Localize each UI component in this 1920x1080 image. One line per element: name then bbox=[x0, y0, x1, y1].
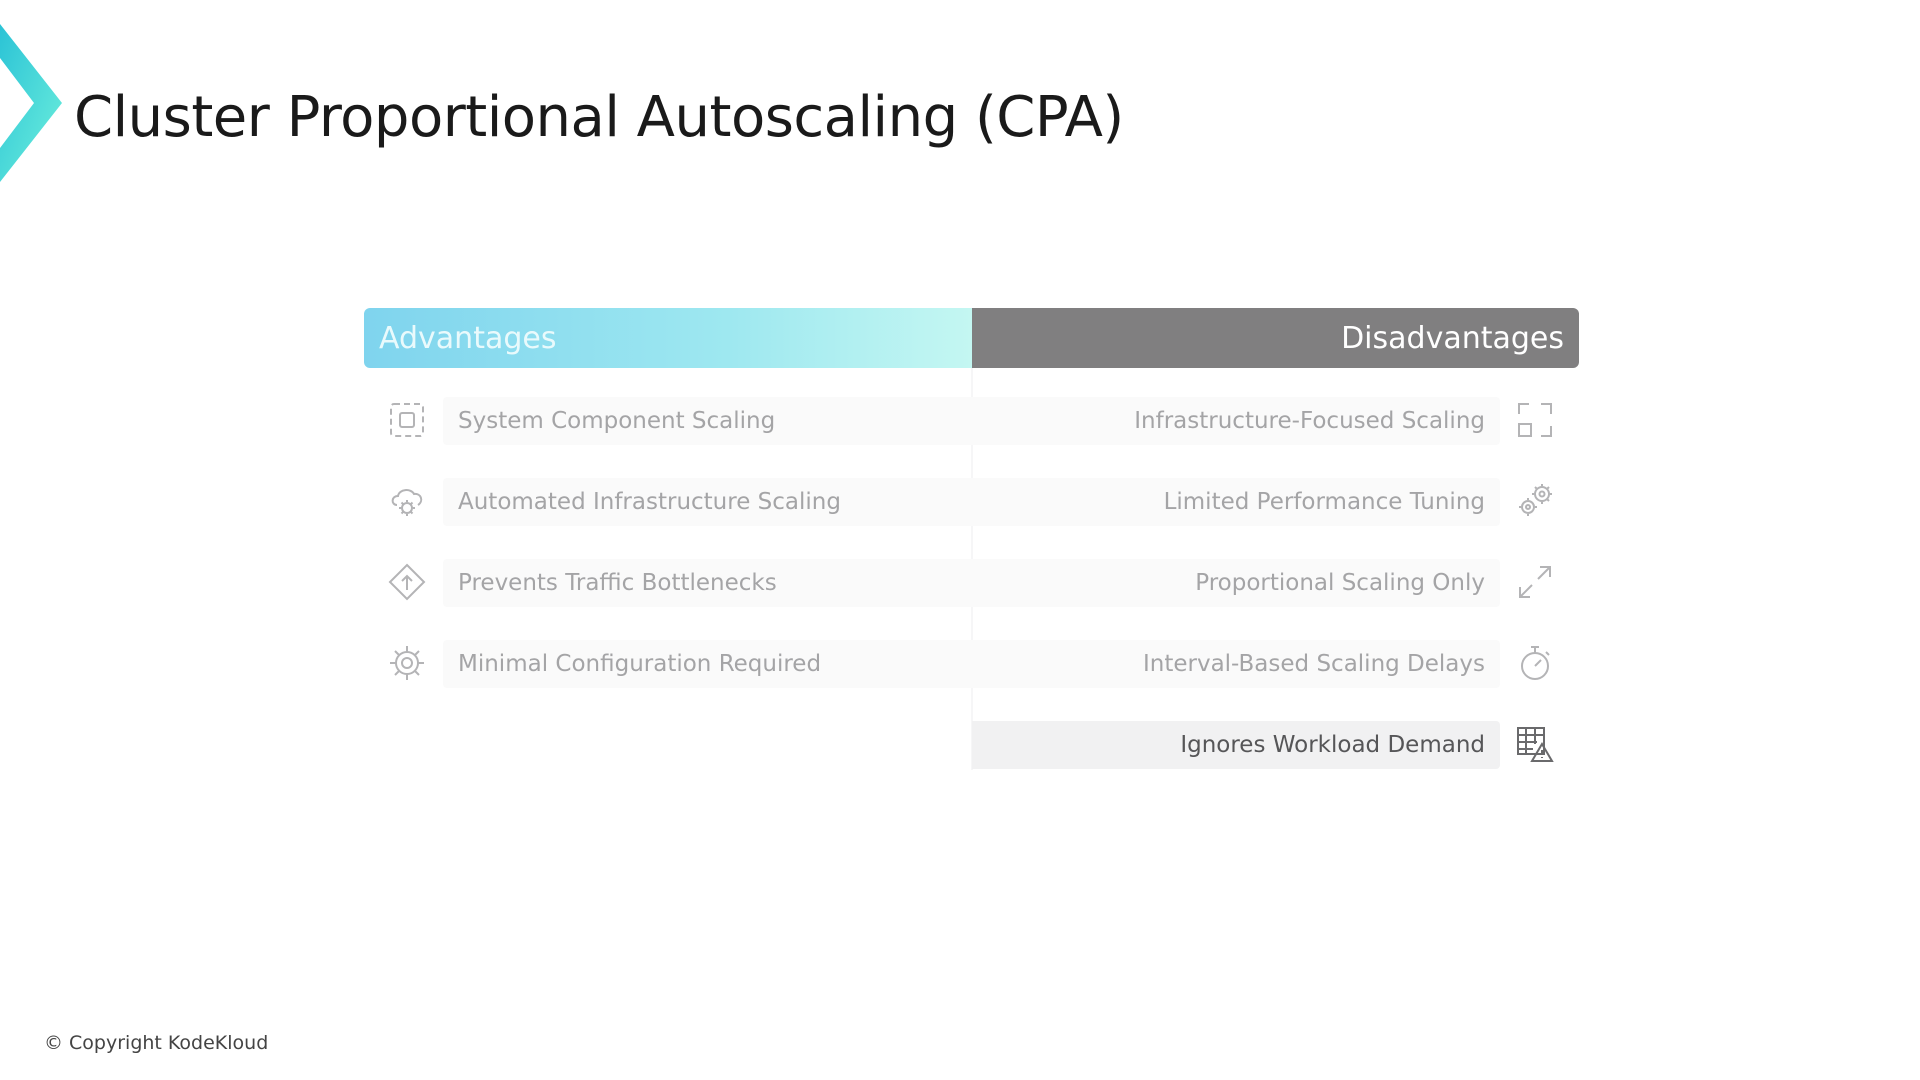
expand-frame-icon bbox=[1515, 400, 1555, 440]
stopwatch-icon bbox=[1515, 643, 1555, 683]
disadvantage-item: Proportional Scaling Only bbox=[972, 559, 1500, 607]
page-title: Cluster Proportional Autoscaling (CPA) bbox=[74, 85, 1124, 150]
comparison-table bbox=[364, 308, 1579, 780]
disadvantages-header: Disadvantages bbox=[972, 308, 1579, 368]
table-warning-icon bbox=[1515, 724, 1555, 764]
disadvantage-item: Interval-Based Scaling Delays bbox=[972, 640, 1500, 688]
diagonal-arrows-icon bbox=[1515, 562, 1555, 602]
advantage-item: System Component Scaling bbox=[443, 397, 972, 445]
disadvantage-item: Infrastructure-Focused Scaling bbox=[972, 397, 1500, 445]
copyright-notice: © Copyright KodeKloud bbox=[44, 1032, 269, 1054]
dashed-frame-icon bbox=[387, 400, 427, 440]
gear-icon bbox=[387, 643, 427, 683]
diamond-arrow-icon bbox=[387, 562, 427, 602]
chevron-accent-icon bbox=[0, 24, 64, 182]
disadvantage-item: Limited Performance Tuning bbox=[972, 478, 1500, 526]
advantage-item: Prevents Traffic Bottlenecks bbox=[443, 559, 972, 607]
cloud-gear-icon bbox=[387, 481, 427, 521]
advantages-header: Advantages bbox=[364, 308, 972, 368]
disadvantage-item: Ignores Workload Demand bbox=[972, 721, 1500, 769]
advantage-item: Automated Infrastructure Scaling bbox=[443, 478, 972, 526]
advantage-item: Minimal Configuration Required bbox=[443, 640, 972, 688]
gears-icon bbox=[1515, 481, 1555, 521]
